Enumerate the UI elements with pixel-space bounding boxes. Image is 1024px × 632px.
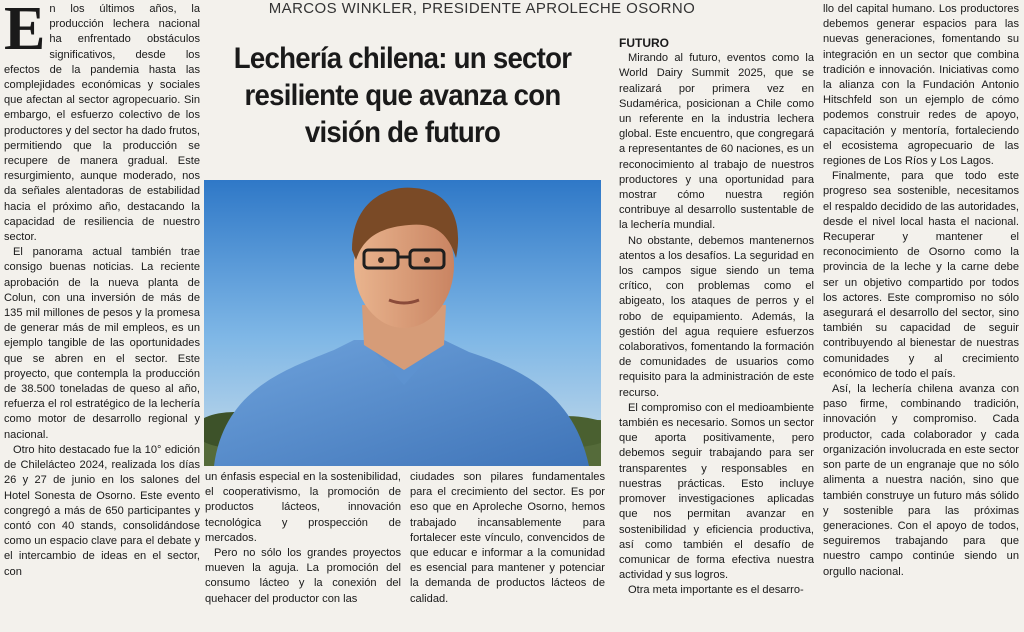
column-4 bbox=[619, 36, 814, 630]
paragraph: Pero no sólo los grandes proyectos mueven la aguja. La promoción del consumo lácteo y la conexión del quehacer del productor con las bbox=[205, 547, 401, 605]
paragraph: El panorama actual también trae consigo buenas noticias. La reciente aprobación de la nueva planta de Colun, con una inversión de más de 135 mil millones de pesos y la promesa de generar más de mil empleos, es un ejemplo tangible de las oportunidades que se abren en el sector. Este proyecto, que contempla la producción de 38.500 toneladas de queso al año, refuerza el rol estratégico de la lechería como motor de desarrollo regional y nacional. bbox=[4, 246, 200, 441]
drop-cap: E bbox=[4, 2, 46, 63]
paragraph: No obstante, debemos mantenernos atentos a los desafíos. La seguridad en los campos sigue siendo un tema crítico, con problemas como el abigeato, los ataques de perros y el robo de equipamiento. Además, la gestión del agua requiere esfuerzos colaborativos, fomentando la formación de comunidades de usuarios como requisito para la administración de este recurso. bbox=[619, 234, 814, 399]
portrait-illustration bbox=[204, 180, 601, 466]
section-subhead: FUTURO bbox=[619, 36, 669, 50]
paragraph: El compromiso con el medioambiente también es necesario. Somos un sector que aporta positivamente, pero debemos seguir trabajando para ser transparentes y responsables en nuestras prácticas. Esto incluye promover investigaciones aplicadas que nos permitan avanzar en sostenibilidad y eficiencia productiva, así como también el desafío de comunicar de forma efectiva nuestra actividad y sus logros. bbox=[619, 401, 814, 582]
column-2 bbox=[205, 470, 401, 630]
column-1 bbox=[4, 2, 200, 630]
column-3 bbox=[410, 470, 605, 630]
paragraph: ciudades son pilares fundamentales para el crecimiento del sector. Es por eso que en Aproleche Osorno, hemos trabajado incansablemente para fortalecer este vínculo, convencidos de que educar e informar a la comunidad es esencial para mantener y potenciar la demanda de productos lácteos de calidad. bbox=[410, 471, 605, 605]
paragraph: Así, la lechería chilena avanza con paso firme, combinando tradición, innovación y compromiso. Cada productor, cada colaborador y cada organización involucrada en este sector son parte de un engranaje que no sólo alimenta a nuestra nación, sino que también construye un futuro más sólido y sostenible para las próximas generaciones. Con el apoyo de todos, seguiremos trabajando para que nuestro campo continúe siendo un orgullo nacional. bbox=[823, 383, 1019, 578]
paragraph: Finalmente, para que todo este progreso sea sostenible, necesitamos el respaldo decidido de las autoridades, desde el nivel local hasta el nacional. Recuperar y mantener el reconocimiento de Osorno como la provincia de la leche y la carne debe ser un objetivo compartido por todos los actores. Este compromiso no sólo asegurará el desarrollo del sector, sino también su capacidad de seguir contribuyendo al bienestar de nuestras comunidades y al crecimiento económico de todo el país. bbox=[823, 170, 1019, 380]
paragraph: Otro hito destacado fue la 10° edición de Chilelácteo 2024, realizada los días 26 y 27 de junio en los salones del Hotel Sonesta de Osorno. Este evento congregó a más de 650 participantes y contó con 40 stands, consolidándose como un espacio clave para el debate y el intercambio de ideas en el sector, con bbox=[4, 443, 200, 578]
paragraph: Mirando al futuro, eventos como la World Dairy Summit 2025, que se realizará por primera vez en Sudamérica, posicionan a Chile como un referente en la industria lechera global. Este encuentro, que congregará a representantes de 60 naciones, es un reconocimiento al trabajo de nuestros productores y una oportunidad para mostrar cómo nuestra región contribuye al desarrollo sustentable de la lechería mundial. bbox=[619, 52, 814, 232]
paragraph: llo del capital humano. Los productores debemos generar espacios para las nuevas generaciones, fomentando su integración en un sector que combina tradición e innovación. Iniciativas como la alianza con la Fundación Antonio Hitschfeld son un ejemplo de cómo podemos construir redes de apoyo, capacitación y mentoría, fortaleciendo el ecosistema agropecuario de las regiones de Los Ríos y Los Lagos. bbox=[823, 3, 1019, 168]
paragraph: un énfasis especial en la sostenibilidad, el cooperativismo, la promoción de productos lácteos, innovación tecnológica y prospección de mercados. bbox=[205, 471, 401, 544]
article-kicker: MARCOS WINKLER, PRESIDENTE APROLECHE OSORNO bbox=[268, 0, 696, 17]
article-headline: Lechería chilena: un sector resiliente que avanza con visión de futuro bbox=[233, 42, 572, 149]
portrait-photo bbox=[204, 180, 601, 466]
paragraph: Otra meta importante es el desarro- bbox=[628, 584, 804, 597]
column-5 bbox=[823, 2, 1019, 630]
paragraph: n los últimos años, la producción lechera nacional ha enfrentado obstáculos significativos, desde los efectos de la pandemia hasta las complejidades económicas y sociales que afectan al sector agropecuario. Sin embargo, el esfuerzo colectivo de los productores y del sector ha dado frutos, permitiendo que la producción se recupere de manera gradual. Este resurgimiento, aunque moderado, nos da señales alentadoras de estabilidad hacia el próximo año, destacando la capacidad de resiliencia de nuestro sector. bbox=[4, 3, 200, 244]
